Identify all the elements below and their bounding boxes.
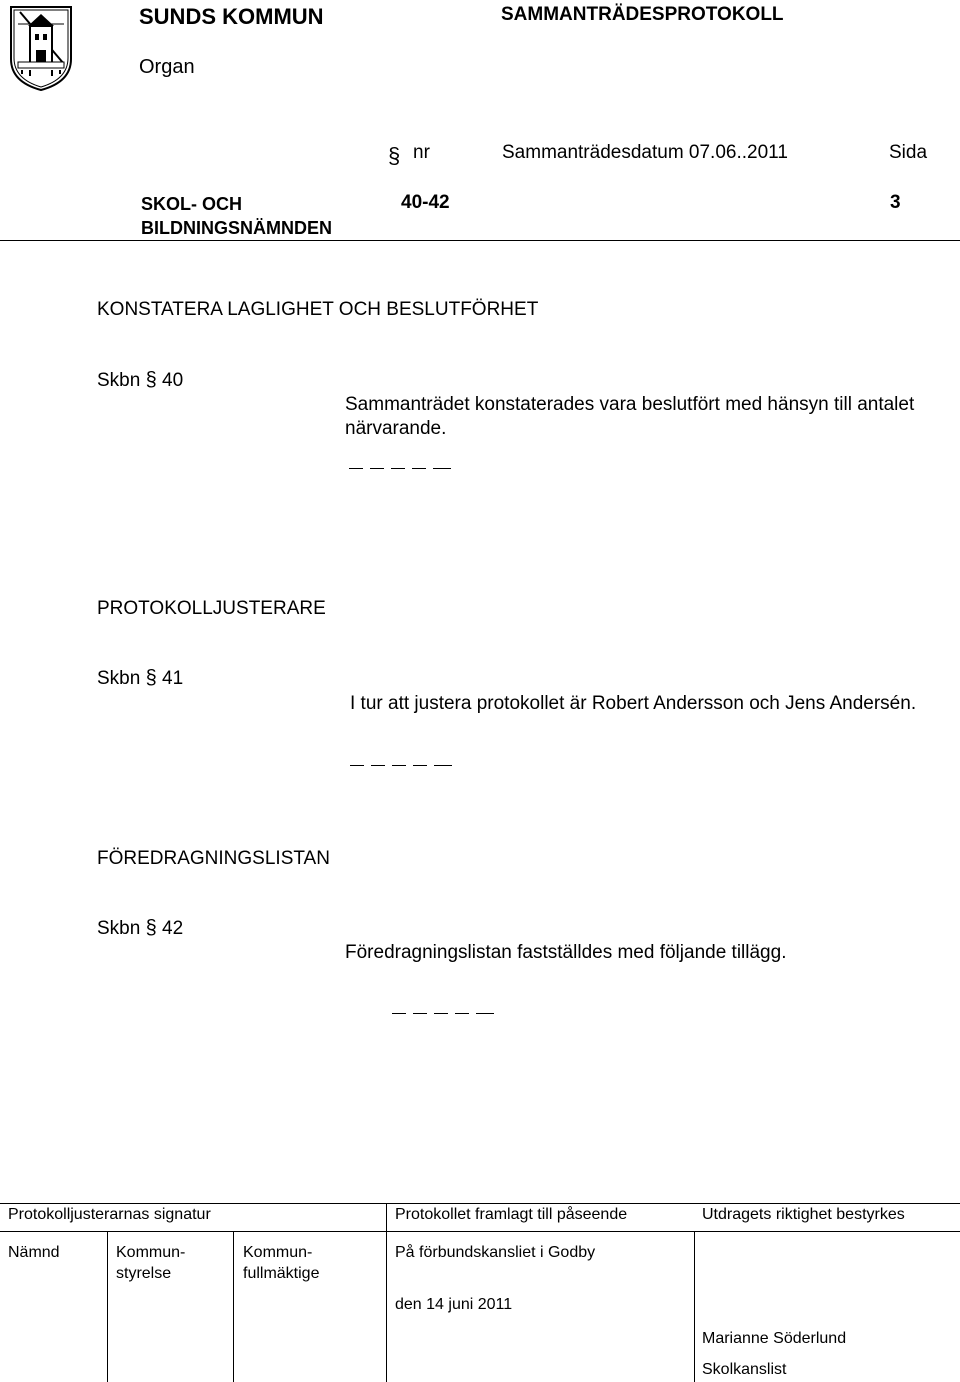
municipal-coat-of-arms xyxy=(8,4,74,92)
certifier-name: Marianne Söderlund xyxy=(702,1330,847,1347)
signature-committee-label: Nämnd xyxy=(8,1244,60,1261)
item-reference xyxy=(97,917,183,940)
skbn-label: Skbn xyxy=(97,370,141,391)
item-range: 40-42 xyxy=(401,192,450,213)
municipality-name: SUNDS KOMMUN xyxy=(139,4,324,29)
posting-date: den 14 juni 2011 xyxy=(395,1296,513,1313)
section-symbol: § xyxy=(145,917,157,939)
item-number: 41 xyxy=(162,668,184,689)
meeting-date: Sammanträdesdatum 07.06..2011 xyxy=(502,142,788,163)
skbn-label: Skbn xyxy=(97,668,141,689)
footer-column-line xyxy=(233,1231,234,1382)
item-number: 40 xyxy=(162,370,184,391)
item-text: Sammanträdet konstaterades vara beslutfört med hänsyn till antalet närvarande. xyxy=(345,394,915,439)
footer-column-line xyxy=(107,1231,108,1382)
item-heading: KONSTATERA LAGLIGHET OCH BESLUTFÖRHET xyxy=(97,299,539,320)
signature-board-label: Kommun- xyxy=(116,1244,186,1261)
page-number: 3 xyxy=(890,192,901,213)
item-text: Föredragningslistan fastställdes med följande tillägg. xyxy=(345,942,787,963)
footer-row-divider xyxy=(0,1231,960,1232)
footer-posted-title: Protokollet framlagt till påseende xyxy=(395,1206,628,1223)
organ-label: Organ xyxy=(139,56,195,78)
committee-name: SKOL- OCH BILDNINGSNÄMNDEN xyxy=(141,194,332,238)
item-heading: FÖREDRAGNINGSLISTAN xyxy=(97,848,330,869)
section-symbol: § xyxy=(145,667,157,689)
item-reference xyxy=(97,369,183,392)
footer-top-border xyxy=(0,1203,960,1204)
signature-council-label: Kommun- xyxy=(243,1244,313,1261)
footer-column-line xyxy=(386,1203,387,1382)
item-number: 42 xyxy=(162,918,184,939)
footer-column-line xyxy=(694,1231,695,1382)
posting-place: På förbundskansliet i Godby xyxy=(395,1244,596,1261)
signature-council-label-2: fullmäktige xyxy=(243,1265,320,1282)
signature-board-label-2: styrelse xyxy=(116,1265,172,1282)
section-symbol: § xyxy=(388,143,401,168)
item-heading: PROTOKOLLJUSTERARE xyxy=(97,598,326,619)
section-symbol: § xyxy=(145,369,157,391)
page-label: Sida xyxy=(889,142,928,163)
item-text: I tur att justera protokollet är Robert Andersson och Jens Andersén. xyxy=(350,693,917,714)
item-reference xyxy=(97,667,183,690)
certifier-title: Skolkanslist xyxy=(702,1361,787,1378)
header-divider xyxy=(0,240,960,241)
footer-signatures-title: Protokolljusterarnas signatur xyxy=(8,1206,211,1223)
footer-certified-title: Utdragets riktighet bestyrkes xyxy=(702,1206,905,1223)
document-type: SAMMANTRÄDESPROTOKOLL xyxy=(501,4,784,25)
skbn-label: Skbn xyxy=(97,918,141,939)
nr-label: nr xyxy=(413,142,430,163)
